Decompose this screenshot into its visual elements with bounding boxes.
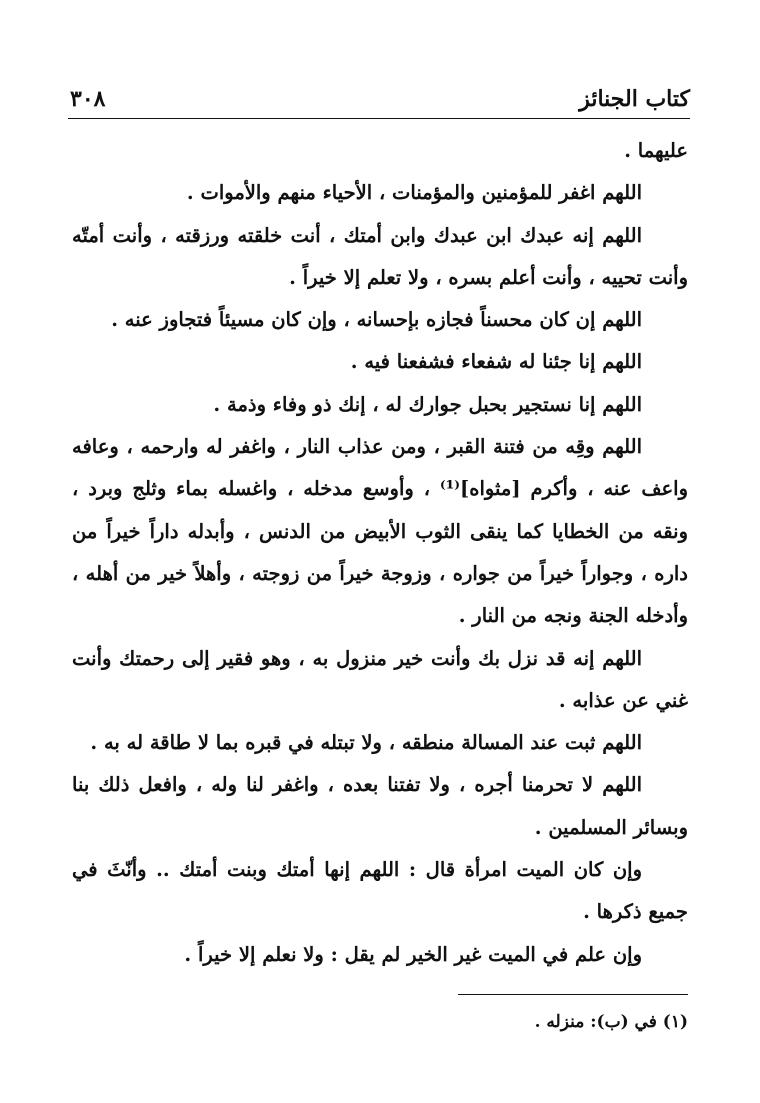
paragraph: اللهم إنه عبدك ابن عبدك وابن أمتك ، أنت خلقته ورزقته ، وأنت أمتّه وأنت تحييه ، وأنت أعلم بسره ، ولا تعلم إلا خيراً . — [72, 223, 688, 289]
main-text — [72, 130, 688, 976]
paragraph: اللهم لا تحرمنا أجره ، ولا تفتنا بعده ، واغفر لنا وله ، وافعل ذلك بنا وبسائر المسلمين . — [72, 773, 688, 839]
page-header — [70, 84, 690, 118]
paragraph: عليهما . — [624, 139, 688, 162]
paragraph: وإن علم في الميت غير الخير لم يقل : ولا نعلم إلا خيراً . — [184, 942, 642, 966]
footnote: (١) في (ب): منزله . — [534, 1012, 688, 1032]
paragraph: اللهم وقِه من فتنة القبر ، ومن عذاب النار ، واغفر له وارحمه ، وعافه واعف عنه ، وأكرم [مثواه]⁽¹⁾ ، وأوسع مدخله ، واغسله بماء وثلج وبرد ، ونقه من الخطايا كما ينقى الثوب الأبيض من الدنس ، وأبدله داراً خيراً من داره ، وجواراً خيراً من جواره ، وزوجة خيراً من زوجته ، وأهلاً خير من أهله ، وأدخله الجنة ونجه من النار . — [72, 435, 689, 628]
paragraph: وإن كان الميت امرأة قال : اللهم إنها أمتك وبنت أمتك .. وأنّثَ في جميع ذكرها . — [72, 858, 688, 924]
running-title: كتاب الجنائز — [579, 86, 690, 112]
paragraph: اللهم إن كان محسناً فجازه بإحسانه ، وإن كان مسيئاً فتجاوز عنه . — [111, 308, 642, 332]
paragraph: اللهم ثبت عند المسالة منطقه ، ولا تبتله في قبره بما لا طاقة له به . — [90, 731, 642, 755]
paragraph: اللهم إنا نستجير بحبل جوارك له ، إنك ذو وفاء وذمة . — [213, 392, 642, 416]
header-divider — [68, 118, 690, 119]
paragraph: اللهم إنه قد نزل بك وأنت خير منزول به ، وهو فقير إلى رحمتك وأنت غني عن عذابه . — [72, 646, 688, 712]
footnote-divider — [458, 994, 688, 995]
page-number: ٣٠٨ — [70, 86, 106, 112]
paragraph: اللهم إنا جئنا له شفعاء فشفعنا فيه . — [350, 350, 642, 374]
paragraph: اللهم اغفر للمؤمنين والمؤمنات ، الأحياء منهم والأموات . — [186, 181, 642, 205]
